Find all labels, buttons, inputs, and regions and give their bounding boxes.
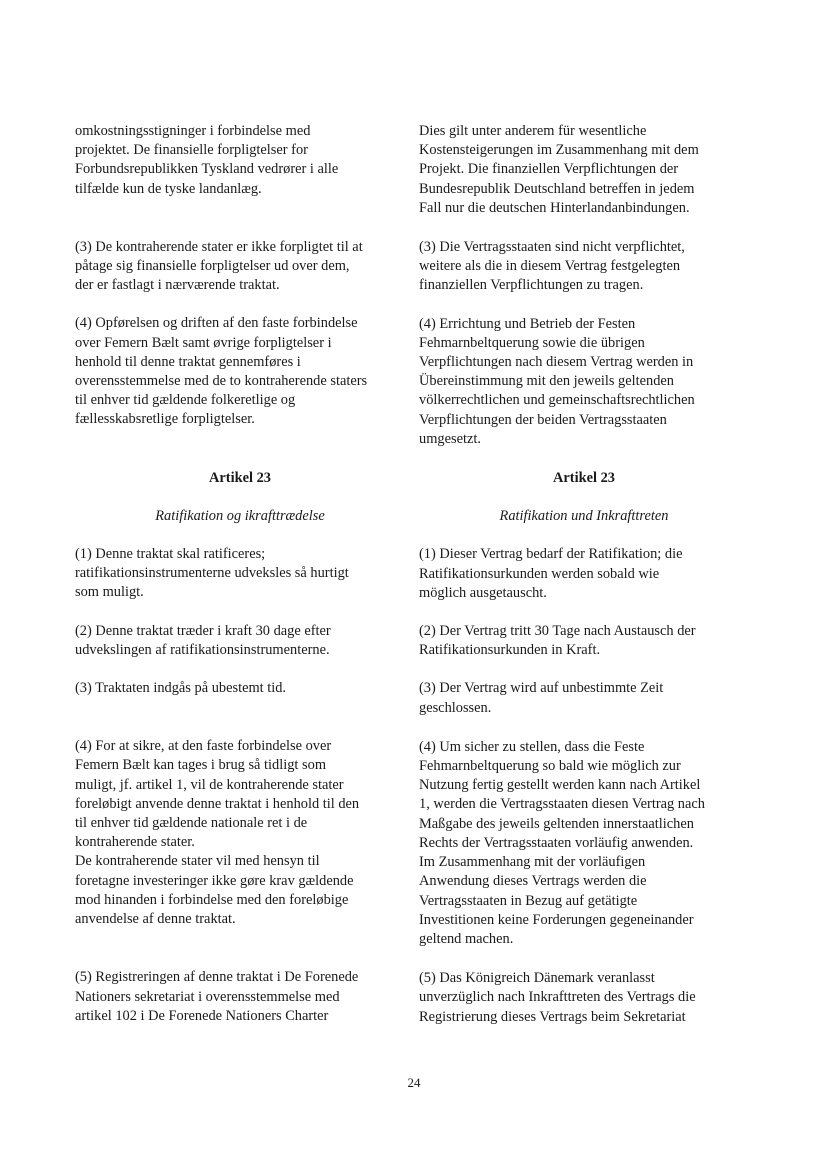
paragraph-cost-increases-da: omkostningsstigninger i forbindelse med projektet. De finansielle forpligtelser for Forbundsrepublikken Tyskland vedrører i alle tilfælde kun de tyske landanlæg. xyxy=(75,123,339,197)
article-23-subheading-da: Ratifikation og ikrafttrædelse xyxy=(155,507,325,524)
paragraph-2-entry-into-force-de: (2) Der Vertrag tritt 30 Tage nach Austausch der Ratifikationsurkunden in Kraft. xyxy=(419,623,696,659)
paragraph-4-provisional-application-da: (4) For at sikre, at den faste forbindelse over Femern Bælt kan tages i brug så tidligt som muligt, jf. artikel 1, vil de kontraherende stater foreløbigt anvende denne traktat i henhold til den til enhver tid gældende nationale ret i de kontraherende stater. De kontraherende stater vil med hensyn til foretagne investeringer ikke gøre krav gældende mod hinanden i forbindelse med den foreløbige anvendelse af denne traktat. xyxy=(75,738,360,928)
paragraph-4-construction-operation-da: (4) Opførelsen og driften af den faste forbindelse over Femern Bælt samt øvrige forpligtelser i henhold til denne traktat gennemføres i overensstemmelse med de to kontraherende staters til enhver tid gældende folkeretlige og fællesskabsretlige forpligtelser. xyxy=(75,315,368,428)
paragraph-5-registration-da: (5) Registreringen af denne traktat i De Forenede Nationers sekretariat i overensstemmelse med artikel 102 i De Forenede Nationers Charter xyxy=(75,969,359,1024)
paragraph-1-ratification-de: (1) Dieser Vertrag bedarf der Ratifikation; die Ratifikationsurkunden werden sobald wie möglich ausgetauscht. xyxy=(419,546,683,601)
paragraph-3-financial-obligations-de: (3) Die Vertragsstaaten sind nicht verpflichtet, weitere als die in diesem Vertrag festgelegten finanziellen Verpflichtungen zu tragen. xyxy=(419,239,685,294)
danish-column xyxy=(75,122,405,1026)
paragraph-2-entry-into-force-da: (2) Denne traktat træder i kraft 30 dage efter udvekslingen af ratifikationsinstrumenterne. xyxy=(75,622,331,658)
paragraph-4-construction-operation-de: (4) Errichtung und Betrieb der Festen Fehmarnbeltquerung sowie die übrigen Verpflichtungen nach diesem Vertrag werden in Übereinstimmung mit den jeweils geltenden völkerrechtlichen und gemeinschaftsrechtlichen Verpflichtungen der beiden Vertragsstaaten umgesetzt. xyxy=(419,315,695,447)
article-23-heading-da: Artikel 23 xyxy=(209,469,271,486)
paragraph-3-duration-da: (3) Traktaten indgås på ubestemt tid. xyxy=(75,680,287,697)
paragraph-3-financial-obligations-da: (3) De kontraherende stater er ikke forpligtet til at påtage sig finansielle forpligtelser ud over dem, der er fastlagt i nærværende traktat. xyxy=(75,238,363,294)
article-23-heading-de: Artikel 23 xyxy=(553,470,615,487)
paragraph-cost-increases-de: Dies gilt unter anderem für wesentliche Kostensteigerungen im Zusammenhang mit dem Projekt. Die finanziellen Verpflichtungen der Bundesrepublik Deutschland betreffen in jedem Fall nur die deutschen Hinterlandanbindungen. xyxy=(419,123,699,216)
paragraph-5-registration-de: (5) Das Königreich Dänemark veranlasst unverzüglich nach Inkrafttreten des Vertrags die Registrierung dieses Vertrags beim Sekretariat xyxy=(419,970,696,1025)
paragraph-1-ratification-da: (1) Denne traktat skal ratificeres; ratifikationsinstrumenterne udveksles så hurtigt som muligt. xyxy=(75,546,349,601)
article-23-subheading-de: Ratifikation und Inkrafttreten xyxy=(499,508,669,525)
german-column xyxy=(419,122,749,1027)
page-number: 24 xyxy=(407,1075,421,1090)
paragraph-3-duration-de: (3) Der Vertrag wird auf unbestimmte Zeit geschlossen. xyxy=(419,680,664,716)
paragraph-4-provisional-application-de: (4) Um sicher zu stellen, dass die Feste Fehmarnbeltquerung so bald wie möglich zur Nutzung fertig gestellt werden kann nach Artikel 1, werden die Vertragsstaaten diesen Vertrag nach Maßgabe des jeweils geltenden innerstaatlichen Rechts der Vertragsstaaten vorläufig anwenden. Im Zusammenhang mit der vorläufigen Anwendung dieses Vertrags werden die Vertragsstaaten in Bezug auf getätigte Investitionen keine Forderungen gegeneinander geltend machen. xyxy=(419,738,705,947)
